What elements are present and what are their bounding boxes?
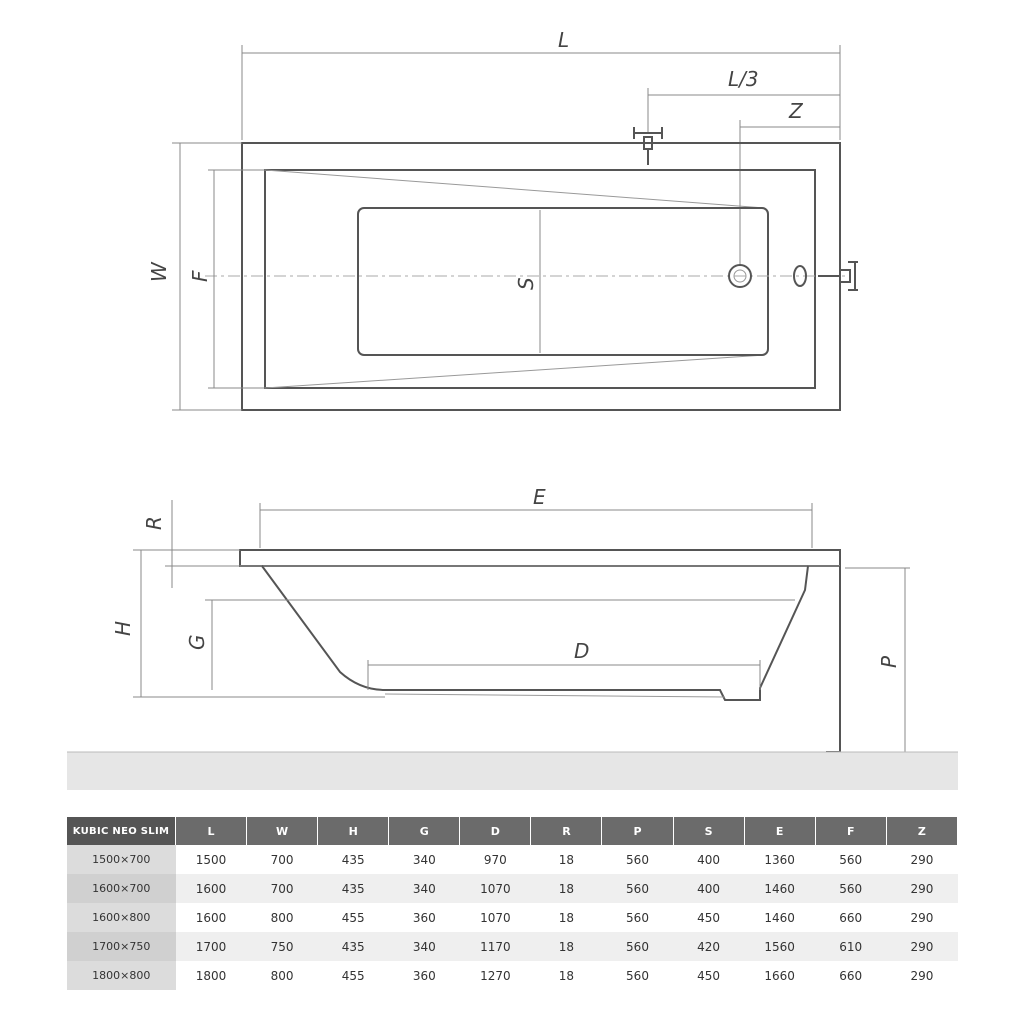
dim-label-L3: L/3 <box>728 67 759 91</box>
dim-label-F: F <box>188 270 212 282</box>
table-cell: 18 <box>558 852 575 867</box>
dimensions-table <box>67 817 958 990</box>
table-cell: 18 <box>531 874 602 903</box>
table-cell: 18 <box>558 910 575 925</box>
table-row <box>67 874 958 903</box>
table-row <box>67 961 958 990</box>
table-cell: 435 <box>318 874 389 903</box>
table-cell: 660 <box>839 910 863 925</box>
table-header-cell: L <box>176 817 247 845</box>
table-cell: 970 <box>483 852 507 867</box>
table-header-model: KUBIC NEO SLIM <box>67 817 176 845</box>
table-cell-model: 1600×800 <box>67 903 176 932</box>
table-header-cell: R <box>531 817 602 845</box>
table-row <box>67 932 958 961</box>
table-header-cell: P <box>602 817 673 845</box>
table-cell: 560 <box>602 932 673 961</box>
table-cell: 610 <box>815 932 886 961</box>
table-cell-model: 1800×800 <box>67 961 176 990</box>
table-cell: 1600 <box>176 874 247 903</box>
dim-label-Z: Z <box>789 99 803 123</box>
table-cell: 560 <box>626 968 649 983</box>
table-cell: 360 <box>412 968 436 983</box>
side-view <box>67 485 958 790</box>
table-cell: 560 <box>839 852 863 867</box>
table-cell: 560 <box>602 874 673 903</box>
table-cell: 435 <box>318 932 389 961</box>
table-cell: 1460 <box>764 910 795 925</box>
dim-label-D: D <box>574 639 590 663</box>
table-cell: 1170 <box>460 932 531 961</box>
table-cell: 1800 <box>195 968 227 983</box>
table-cell: 340 <box>389 932 460 961</box>
table-cell: 800 <box>270 910 294 925</box>
table-cell: 340 <box>389 874 460 903</box>
table-cell: 290 <box>886 874 957 903</box>
dim-label-H: H <box>111 620 135 636</box>
table-header-cell: Z <box>886 817 957 845</box>
table-header-cell: G <box>389 817 460 845</box>
table-cell: 700 <box>247 874 318 903</box>
table-cell: 1270 <box>480 968 511 983</box>
table-cell: 290 <box>910 852 934 867</box>
table-cell: 435 <box>341 852 365 867</box>
table-cell: 560 <box>626 852 649 867</box>
table-cell-model: 1600×700 <box>67 874 176 903</box>
faucet-side-icon <box>818 262 858 290</box>
table-cell: 1660 <box>764 968 795 983</box>
table-cell: 560 <box>815 874 886 903</box>
table-cell: 1560 <box>744 932 815 961</box>
table-cell: 1070 <box>480 910 511 925</box>
dim-label-L: L <box>558 28 570 52</box>
table-cell: 420 <box>673 932 744 961</box>
table-cell: 1070 <box>460 874 531 903</box>
table-cell: 360 <box>412 910 436 925</box>
table-header-cell: E <box>744 817 815 845</box>
dim-label-G: G <box>185 634 209 650</box>
table-cell: 1360 <box>764 852 795 867</box>
table-cell: 400 <box>673 874 744 903</box>
table-cell: 1700 <box>176 932 247 961</box>
table-cell: 340 <box>412 852 436 867</box>
table-header-cell: S <box>673 817 744 845</box>
table-cell: 290 <box>910 910 934 925</box>
faucet-top-icon <box>634 127 662 165</box>
table-header-row <box>67 817 958 845</box>
table-cell: 1600 <box>195 910 227 925</box>
table-cell: 700 <box>270 852 294 867</box>
table-cell: 455 <box>341 968 365 983</box>
table-cell: 18 <box>531 932 602 961</box>
table-header-cell: H <box>318 817 389 845</box>
dim-label-S: S <box>514 277 538 290</box>
table-cell: 455 <box>341 910 365 925</box>
dim-label-R: R <box>142 516 166 530</box>
table-cell: 400 <box>697 852 721 867</box>
dim-label-W: W <box>147 262 171 282</box>
table-header-cell: W <box>247 817 318 845</box>
table-cell: 1460 <box>744 874 815 903</box>
dim-label-P: P <box>877 655 901 668</box>
table-header-cell: F <box>815 817 886 845</box>
table-cell-model: 1700×750 <box>67 932 176 961</box>
table-cell: 750 <box>247 932 318 961</box>
table-cell: 800 <box>270 968 294 983</box>
table-cell: 18 <box>558 968 575 983</box>
table-row <box>67 845 958 874</box>
table-cell: 660 <box>839 968 863 983</box>
table-cell: 450 <box>697 910 721 925</box>
table-cell: 450 <box>697 968 721 983</box>
table-cell: 1500 <box>195 852 227 867</box>
table-header-cell: D <box>460 817 531 845</box>
table-cell: 560 <box>626 910 649 925</box>
floor <box>67 752 958 790</box>
dim-label-E: E <box>533 485 546 509</box>
table-cell: 290 <box>910 968 934 983</box>
table-cell-model: 1500×700 <box>67 845 176 874</box>
table-cell: 290 <box>886 932 957 961</box>
table-row <box>67 903 958 932</box>
top-view <box>147 28 858 410</box>
